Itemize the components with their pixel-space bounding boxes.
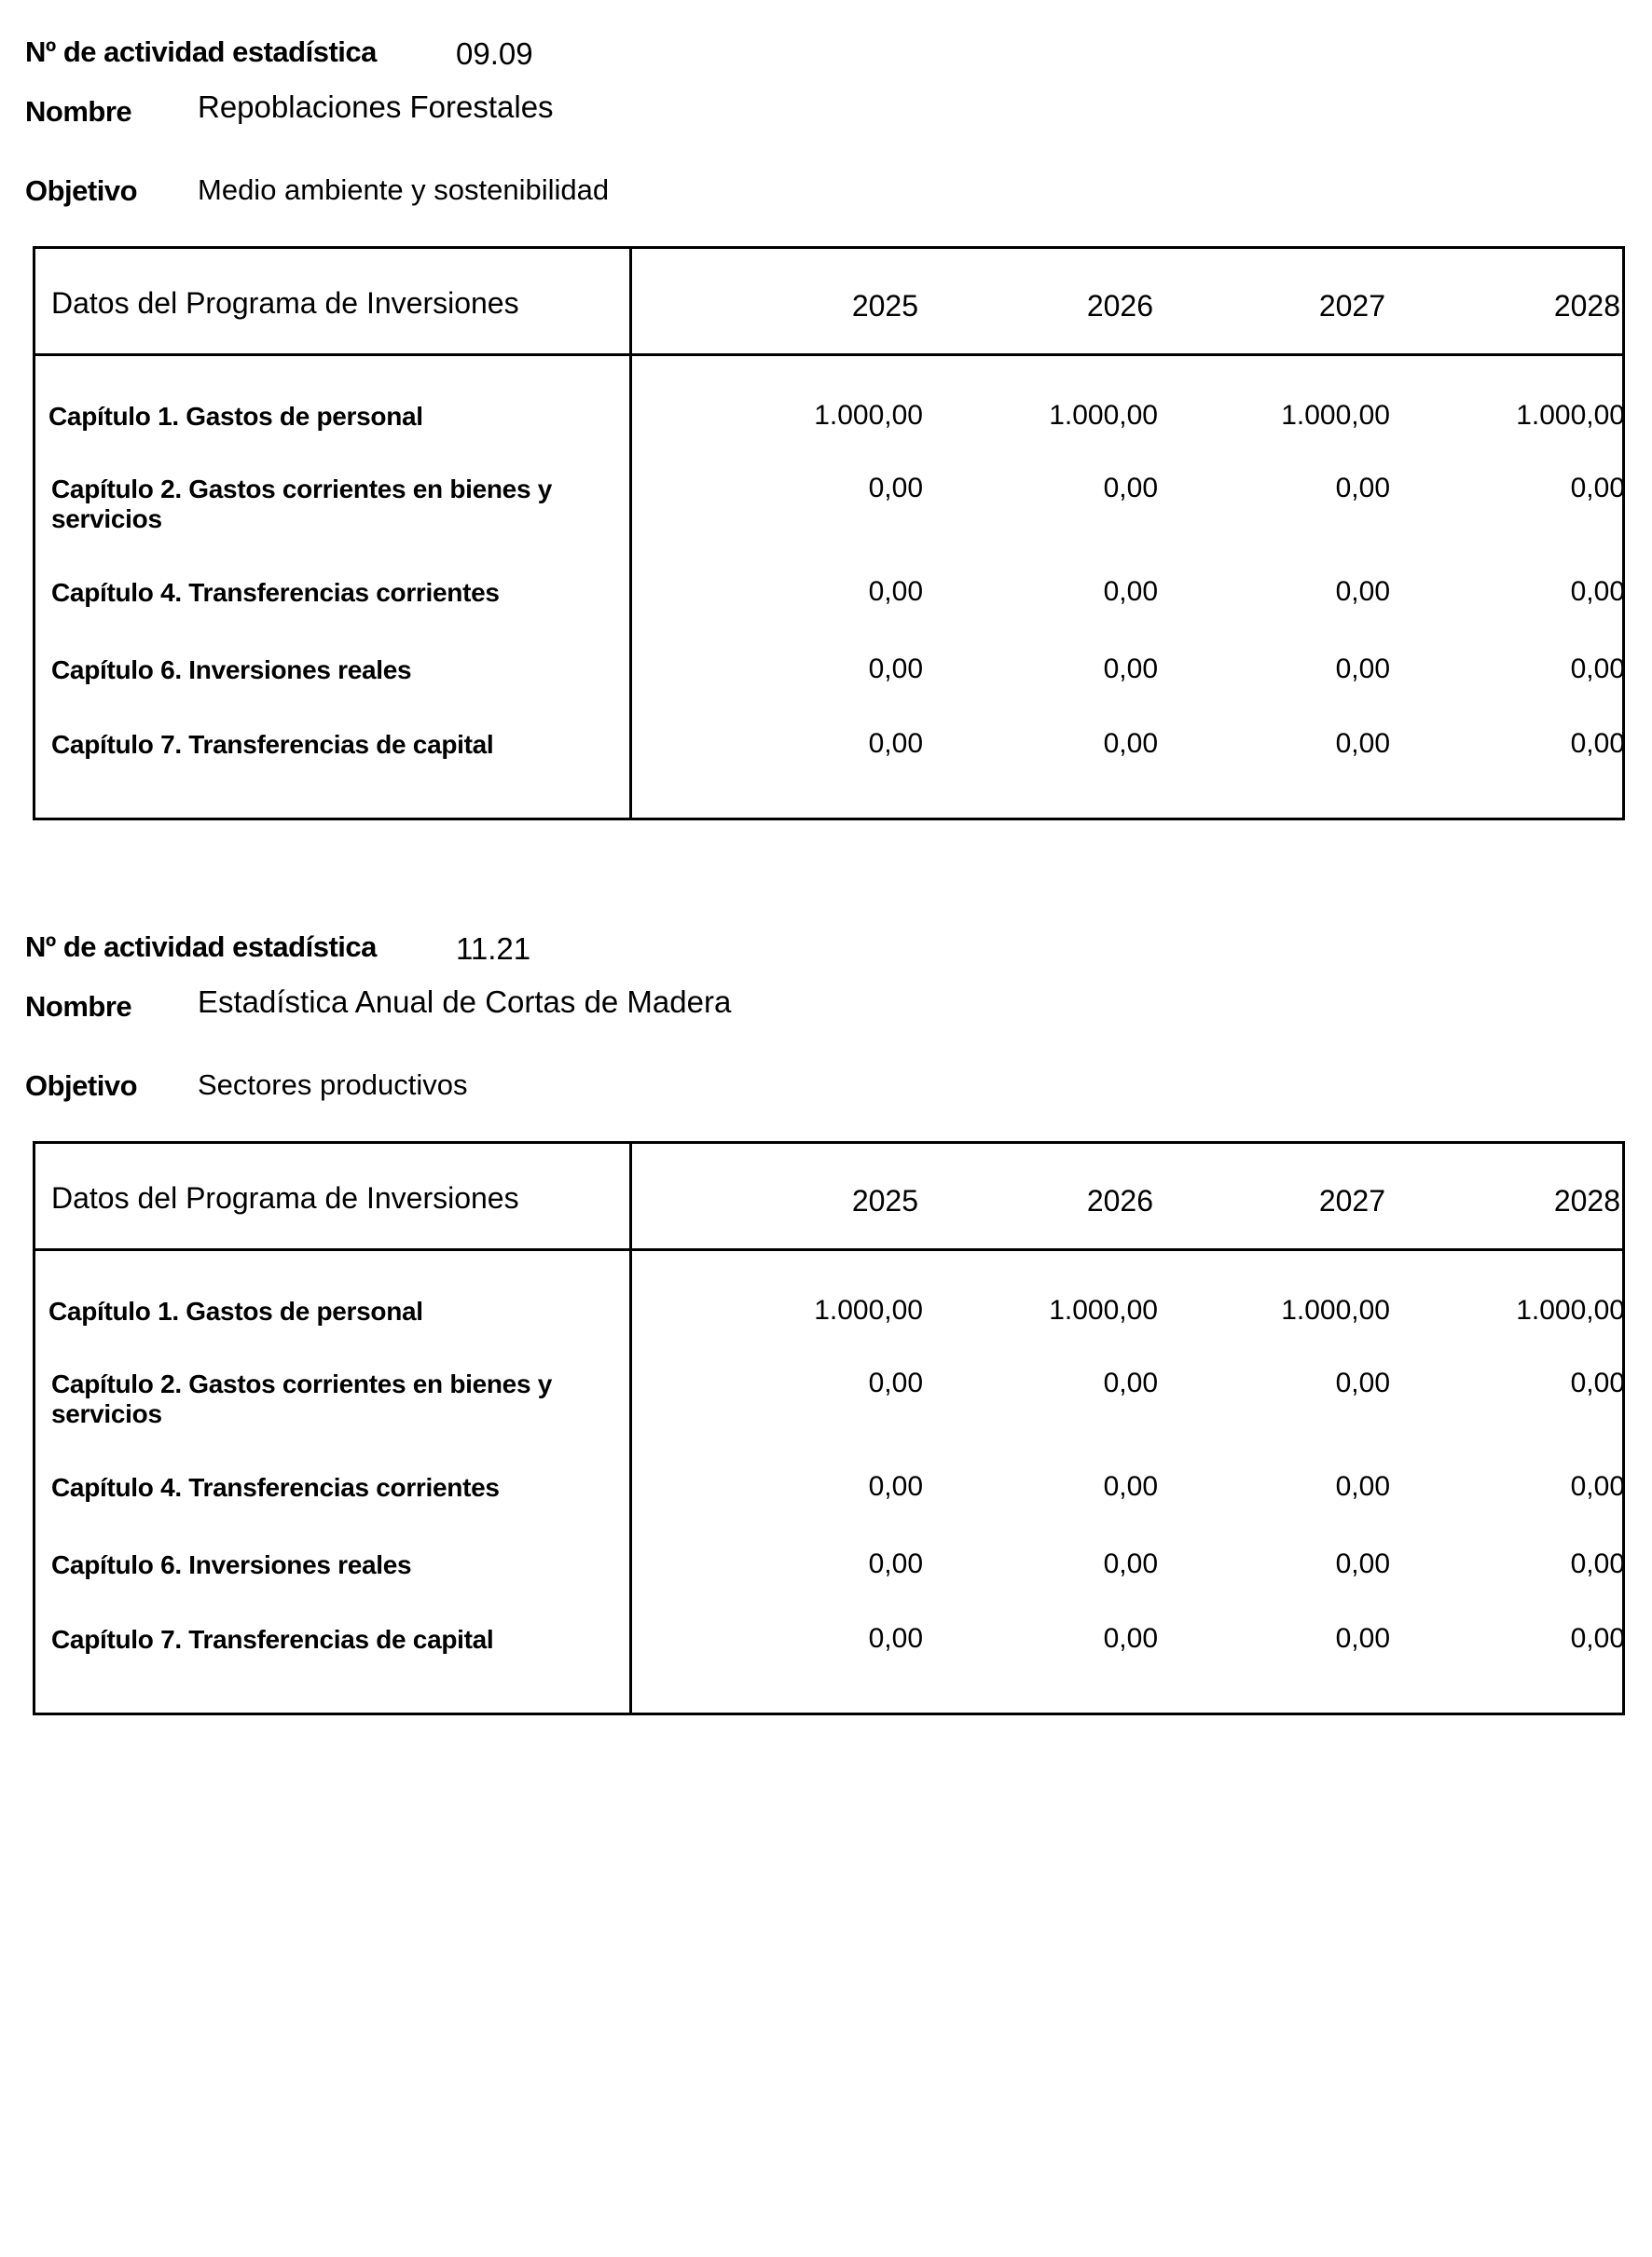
cell-value: 0,00: [1335, 1368, 1390, 1398]
cell-value: 0,00: [868, 1548, 923, 1579]
cell-value: 0,00: [1335, 1548, 1390, 1579]
cell-value: 0,00: [1570, 576, 1625, 607]
column-divider: [629, 1144, 632, 1713]
year-header: 2026: [1086, 1184, 1153, 1218]
cell-value: 1.000,00: [1516, 1295, 1625, 1326]
cell-value: 0,00: [868, 654, 923, 684]
row-label: Capítulo 7. Transferencias de capital: [51, 1625, 494, 1654]
year-header: 2025: [851, 289, 918, 323]
row-label: Capítulo 1. Gastos de personal: [48, 1297, 423, 1326]
activity-no-label: Nº de actividad estadística: [25, 930, 377, 963]
name-value: Repoblaciones Forestales: [198, 89, 554, 124]
cell-value: 1.000,00: [1281, 1295, 1390, 1326]
name-value: Estadística Anual de Cortas de Madera: [198, 984, 732, 1019]
cell-value: 0,00: [868, 1623, 923, 1654]
table-header-label: Datos del Programa de Inversiones: [51, 1181, 519, 1215]
cell-value: 0,00: [1103, 728, 1158, 759]
cell-value: 1.000,00: [814, 1295, 923, 1326]
row-label: Capítulo 1. Gastos de personal: [48, 402, 423, 431]
investment-table: [33, 246, 1625, 820]
cell-value: 0,00: [1570, 473, 1625, 503]
activity-no-value: 11.21: [456, 931, 531, 966]
objective-label: Objetivo: [25, 174, 138, 207]
cell-value: 0,00: [868, 1368, 923, 1398]
activity-section-2: [0, 895, 1652, 1734]
objective-label: Objetivo: [25, 1069, 138, 1102]
cell-value: 0,00: [1335, 728, 1390, 759]
objective-value: Medio ambiente y sostenibilidad: [198, 173, 610, 206]
activity-no-value: 09.09: [456, 36, 533, 71]
cell-value: 0,00: [868, 728, 923, 759]
cell-value: 0,00: [868, 576, 923, 607]
cell-value: 0,00: [1570, 1548, 1625, 1579]
cell-value: 0,00: [1103, 473, 1158, 503]
cell-value: 0,00: [1335, 1471, 1390, 1502]
year-header: 2025: [851, 1184, 918, 1218]
year-header: 2028: [1553, 1184, 1620, 1218]
cell-value: 0,00: [1103, 576, 1158, 607]
cell-value: 0,00: [1103, 654, 1158, 684]
cell-value: 0,00: [1570, 1368, 1625, 1398]
cell-value: 0,00: [1103, 1471, 1158, 1502]
cell-value: 0,00: [1103, 1368, 1158, 1398]
cell-value: 0,00: [1335, 1623, 1390, 1654]
column-divider: [629, 249, 632, 818]
year-header: 2027: [1318, 1184, 1385, 1218]
header-divider: [35, 1248, 1622, 1251]
name-label: Nombre: [25, 990, 132, 1023]
cell-value: 0,00: [1335, 473, 1390, 503]
row-label: Capítulo 2. Gastos corrientes en bienes y servicios: [51, 1369, 552, 1428]
year-header: 2027: [1318, 289, 1385, 323]
row-label: Capítulo 4. Transferencias corrientes: [51, 1473, 500, 1502]
cell-value: 1.000,00: [1281, 400, 1390, 431]
row-label: Capítulo 4. Transferencias corrientes: [51, 578, 500, 607]
cell-value: 0,00: [1570, 1471, 1625, 1502]
row-label: Capítulo 6. Inversiones reales: [51, 655, 412, 684]
header-divider: [35, 353, 1622, 356]
row-label: Capítulo 6. Inversiones reales: [51, 1550, 412, 1579]
year-header: 2028: [1553, 289, 1620, 323]
cell-value: 0,00: [1103, 1623, 1158, 1654]
cell-value: 0,00: [1103, 1548, 1158, 1579]
cell-value: 0,00: [1570, 1623, 1625, 1654]
row-label: Capítulo 7. Transferencias de capital: [51, 730, 494, 759]
cell-value: 1.000,00: [814, 400, 923, 431]
row-label: Capítulo 2. Gastos corrientes en bienes y servicios: [51, 475, 552, 533]
table-header-label: Datos del Programa de Inversiones: [51, 286, 519, 320]
cell-value: 0,00: [868, 473, 923, 503]
activity-no-label: Nº de actividad estadística: [25, 35, 377, 68]
cell-value: 0,00: [1570, 728, 1625, 759]
cell-value: 1.000,00: [1516, 400, 1625, 431]
cell-value: 0,00: [868, 1471, 923, 1502]
investment-table: [33, 1141, 1625, 1715]
cell-value: 1.000,00: [1049, 400, 1158, 431]
activity-section-1: [0, 0, 1652, 839]
cell-value: 1.000,00: [1049, 1295, 1158, 1326]
cell-value: 0,00: [1335, 654, 1390, 684]
cell-value: 0,00: [1335, 576, 1390, 607]
year-header: 2026: [1086, 289, 1153, 323]
objective-value: Sectores productivos: [198, 1068, 468, 1101]
cell-value: 0,00: [1570, 654, 1625, 684]
name-label: Nombre: [25, 95, 132, 128]
